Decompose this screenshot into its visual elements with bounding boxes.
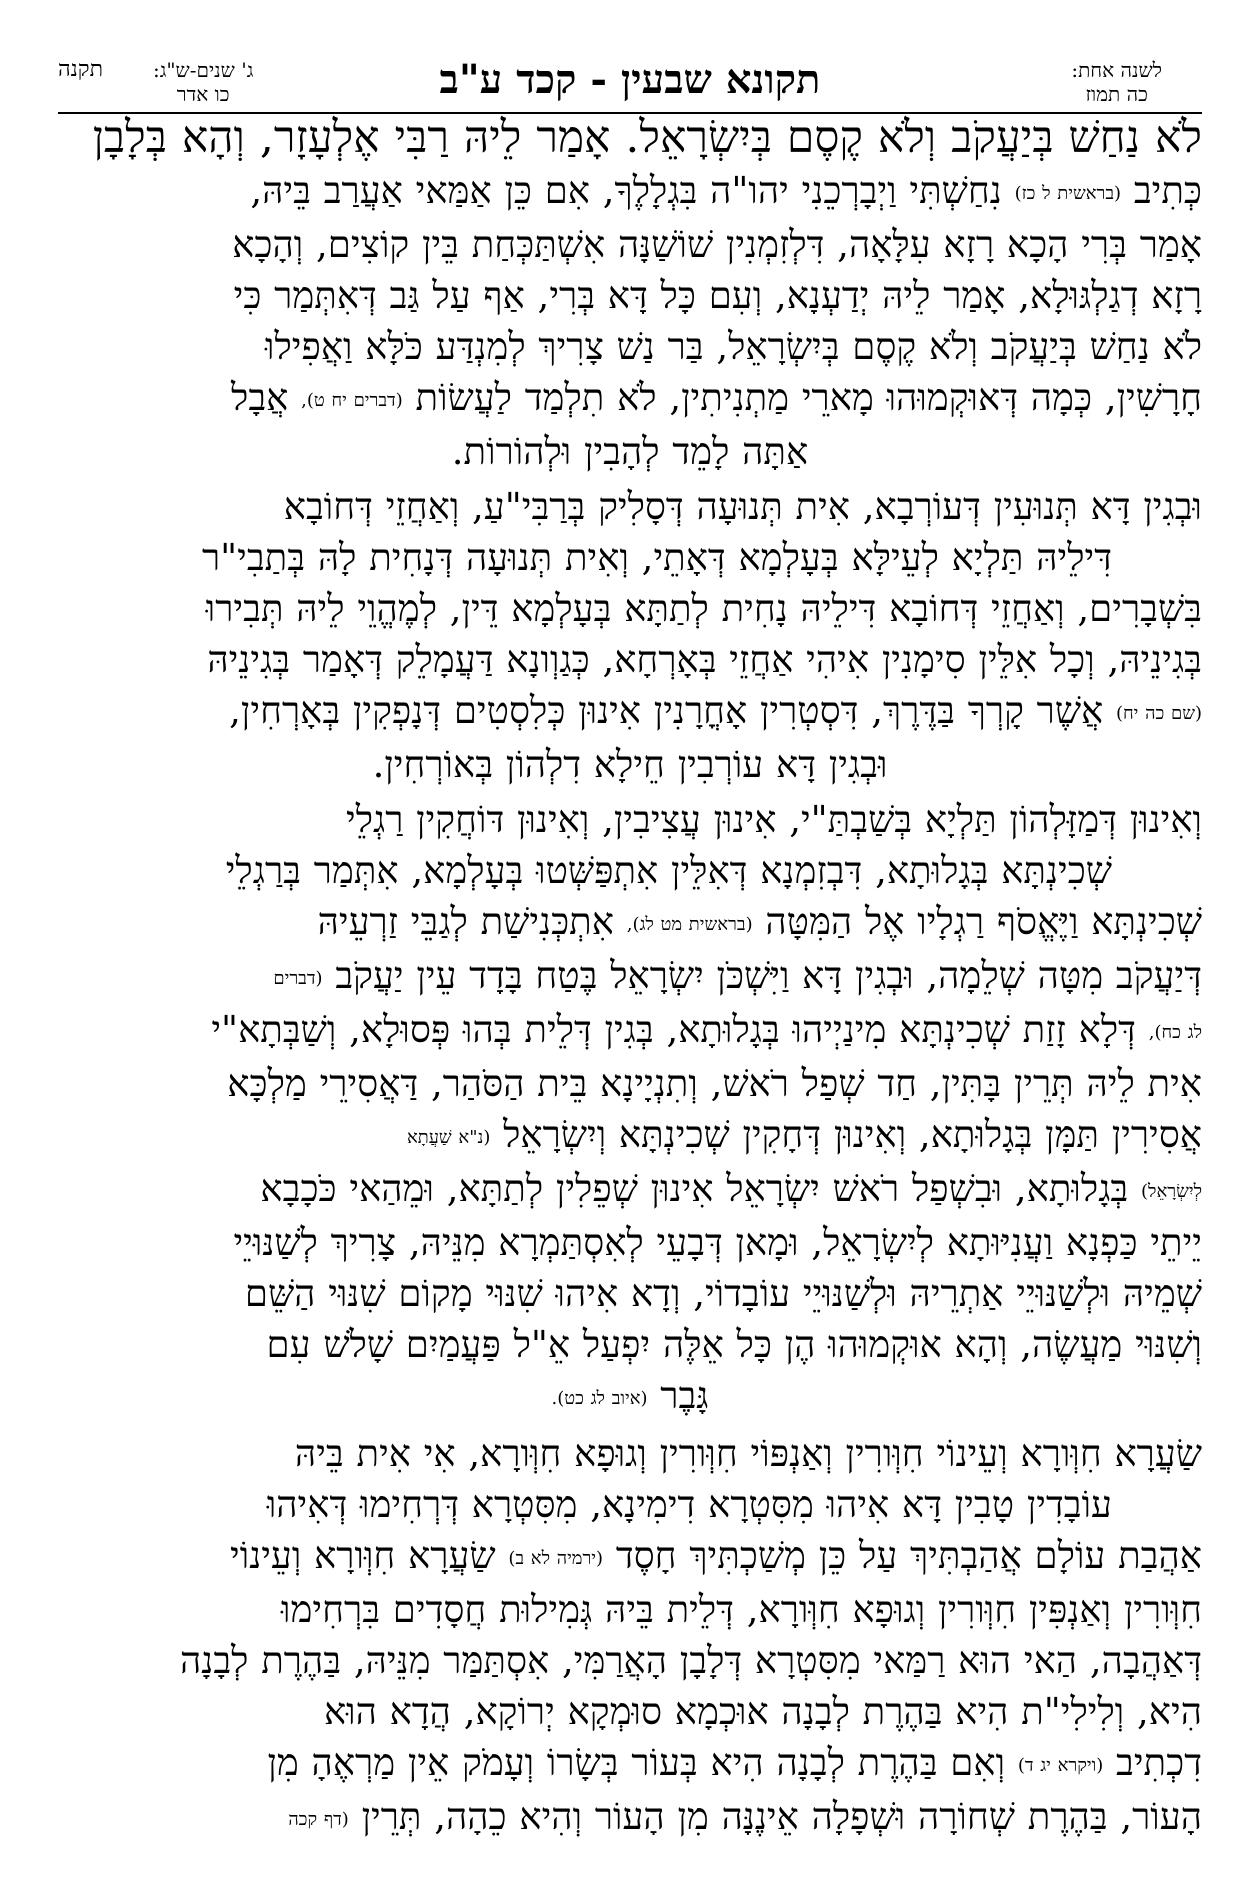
citation: (נ"א שַׁעֲתָא — [406, 1127, 491, 1148]
paragraph-2 — [58, 481, 1202, 790]
citation: (בראשית ל כז) — [1014, 183, 1122, 204]
citation: (ירמיה לא ב) — [508, 1548, 604, 1569]
citation: (דברים יח ט), — [301, 390, 403, 411]
text-line: לֹא נַחַשׁ בְּיַעֲקֹב וְלֹא קֶסֶם בְּיִשְׂרָאֵל, בַּר נַשׁ צָרִיךְ לְמִנְדַּע כֹּלָּא וַאֲפִילוּ — [264, 325, 1202, 368]
citation: (ויקרא יג ד) — [1017, 1755, 1104, 1776]
citation: לְיִשְׂרָאֵל) — [1141, 1181, 1202, 1202]
text-line: אָמַר בְּרִי הָכָא רָזָא עִלָּאָה, דִּלְזִמְנִין שׁוֹשַׁנָּה אִשְׁתַּכְּחַת בֵּין קוֹצִים, וְהָכָא — [232, 223, 1202, 266]
text-line: אֲסִירִין תַּמָּן בְּגָלוּתָא, וְאִינוּן דְּחָקִין שְׁכִינְתָּא וְיִשְׂרָאֵל (נ"א שַׁעֲתָא — [406, 1113, 1202, 1156]
page-title: תקונא שבעין - קכד ע"ב — [439, 56, 821, 103]
text-line: (שם כה יח) אֲשֶׁר קָרְךָ בַּדֶּרֶךְ, דִּסְטְרִין אָחֳרָנִין אִינוּן כְּלִסְטִים דְּנָפְקִין בְּאָרְחִין, — [229, 689, 1202, 732]
text-line: לג כח), דְּלָא זָזַת שְׁכִינְתָּא מִינַיְיהוּ בְּגָלוּתָא, בְּגִין דְּלֵית בְּהוּ פְּסוּלָא, וְשַׁבְּתָא"י — [211, 1008, 1202, 1051]
text-line: רָזָא דְגַלְגּוּלָא, אָמַר לֵיהּ יְדַעְנָא, וְעִם כָּל דָּא בְּרִי, אַף עַל גַּב דְּאִתְּמַר כִּי — [233, 274, 1202, 317]
text-line: הָעוֹר, בַּהֶרֶת שְׁחוֹרָה וּשְׁפָלָה אֵינֶנָּה מִן הָעוֹר וְהִיא כֵהָה, תְּרֵין (דף קכה — [288, 1795, 1202, 1838]
citation: (דף קכה — [288, 1809, 349, 1830]
text-line: שְׁמֵיהּ וּלְשַׁנּוּיֵי אַתְרֵיהּ וּלְשַׁנּוּיֵי עוֹבָדוֹי, וְדָא אִיהוּ שִׁנּוּי מָקוֹם שִׁנּוּי הַשֵּׁם — [244, 1272, 1202, 1315]
text-line: דְּיַעֲקֹב מִטָּה שְׁלֵמָה, וּבְגִין דָּא וַיִּשְׁכֹּן יִשְׂרָאֵל בֶּטַח בָּדָד עֵין יַעֲקֹב (דברים — [273, 954, 1202, 997]
text-line: אַהֲבַת עוֹלָם אֲהַבְתִּיךְ עַל כֵּן מְשַׁכְתִּיךְ חָסֶד (ירמיה לא ב) שַׂעֲרָא חִוְּורָא וְעֵינוֹי — [230, 1534, 1202, 1577]
text-line: לֹא נַחַשׁ בְּיַעֲקֹב וְלֹא קֶסֶם בְּיִשְׂרָאֵל. אָמַר לֵיהּ רַבִּי אֶלְעָזָר, וְהָא בְּלָבָן — [92, 112, 1202, 163]
page-body — [58, 112, 1202, 1845]
paragraph-3 — [58, 794, 1202, 1424]
text-line: דִּילֵיהּ תַּלְיָא לְעֵילָּא בְּעָלְמָא דְּאָתֵי, וְאִית תְּנוּעָה דְּנָחִית לָהּ בְּתַבִי"ר — [201, 536, 1112, 579]
paragraph-1 — [58, 112, 1202, 477]
text-line: וְאִינוּן דְּמַזָּלְהוֹן תַּלְיָא בְּשַׁבְתַּ"י, אִינוּן עֲצִיבִין, וְאִינוּן דּוֹחֲקִין רַגְלֵי — [346, 798, 1202, 841]
text-line: וּבְגִין דָּא תְּנוּעִין דְּעוֹרְבָא, אִית תְּנוּעָה דְּסָלִיק בְּרַבִּי"עַ, וְאַחֲזֵי דְּחוֹבָא — [283, 485, 1202, 528]
citation: (איוב לג כט). — [551, 1388, 648, 1409]
citation: (שם כה יח) — [1116, 703, 1202, 724]
header-right-line2: כה תמוז — [1085, 82, 1148, 106]
citation: (בראשית מט לג), — [626, 914, 753, 935]
text-line: וְשִׁנּוּי מַעֲשֶׂה, וְהָא אוּקְמוּהוּ הֶן כָּל אֵלֶּה יִפְעַל אֵ"ל פַּעֲמַיִם שָׁלֹשׁ עִם — [266, 1323, 1202, 1366]
header-left-line1: ג' שנים-ש"ג: — [153, 58, 254, 82]
text-line: בְּגִינֵיהּ, וְכָל אִלֵּין סִימָנִין אִיהִי אַחֲזֵי בְּאָרְחָא, כְּגַוְונָא דַּעֲמָלֵק דְּאָמַר בְּגִינֵיהּ — [207, 638, 1202, 681]
text-line: דְּאַהֲבָה, הַאי הוּא רַמַּאי מִסִּטְרָא דְּלָבָן הָאֲרַמִּי, אִסְתַּמַּר מִנֵּיהּ, בַּהֶרֶת לְבָנָה — [180, 1639, 1202, 1682]
citation: (דברים — [273, 968, 323, 989]
header-right-line1: לשנה אחת: — [1071, 58, 1162, 82]
header-left-line2: כו אדר — [176, 82, 230, 106]
text-line: חָרָשִׁין, כְּמָה דְּאוּקְמוּהוּ מָארֵי מַתְנִיתִין, לֹא תִלְמַד לַעֲשׂוֹת (דברים יח ט), אֲבָל — [231, 376, 1202, 419]
text-line: אַתָּה לָמֵד לְהָבִין וּלְהוֹרוֹת. — [451, 430, 809, 473]
page-header — [58, 54, 1202, 108]
text-line: יֵיתֵי כַּפְנָא וַעֲנִיּוּתָא לְיִשְׂרָאֵל, וּמָאן דְּבָעֵי לְאִסְתַּמְרָא מִנֵּיהּ, צָרִיךְ לְשַׁנּוּיֵי — [233, 1221, 1202, 1264]
text-line: גָּבֶר (איוב לג כט). — [551, 1374, 709, 1417]
citation: לג כח), — [1148, 1022, 1202, 1043]
text-line: כְּתִיב (בראשית ל כז) נִחַשְׁתִּי וַיְבָרְכֵנִי יהו"ה בִּגְלָלֶךָ, אִם כֵּן אַמַּאי אַעֲרַב בֵּיהּ, — [250, 169, 1202, 212]
text-line: שַׂעֲרָא חִוְּורָא וְעֵינוֹי חִוְּורִין וְאַנְפּוֹי חִוְּורִין וְגוּפָא חִוְּורָא, אִי אִית בֵּיהּ — [294, 1432, 1202, 1475]
text-line: דִכְתִיב (ויקרא יג ד) וְאִם בַּהֶרֶת לְבָנָה הִיא בְּעוֹר בְּשָׂרוֹ וְעָמֹק אֵין מַרְאֶהָ מִן — [267, 1741, 1202, 1784]
text-line: שְׁכִינְתָּא בְּגָלוּתָא, דִּבְזִמְנָא דְּאִלֵּין אִתְפַּשְּׁטוּ בְּעָלְמָא, אִתְּמַר בְּרַגְלֵי — [225, 849, 1112, 892]
text-line: בִּשְׁבָרִים, וְאַחֲזֵי דְּחוֹבָא דִּילֵיהּ נָחִית לְתַתָּא בְּעָלְמָא דֵּין, לְמֶהֱוֵי לֵיהּ תְּבִירוּ — [205, 587, 1202, 630]
header-left-word: תקנה — [58, 57, 103, 82]
paragraph-4 — [58, 1428, 1202, 1845]
text-line: הִיא, וְלִילִי"ת הִיא בַּהֶרֶת לְבָנָה אוּכְמָא סוּמְקָא יְרוֹקָא, הֲדָא הוּא — [323, 1690, 1202, 1733]
text-line: וּבְגִין דָּא עוֹרְבִין חֵילָא דִלְהוֹן בְּאוֹרְחִין. — [372, 743, 888, 786]
text-line: עוֹבָדִין טָבִין דָּא אִיהוּ מִסִּטְרָא דִימִינָא, מִסִּטְרָא דְּרְחִימוּ דְּאִיהוּ — [266, 1483, 1112, 1526]
text-line: אִית לֵיהּ תְּרֵין בָּתִּין, חַד שְׁפַל רֹאשׁ, וְתִנְיָינָא בֵּית הַסֹּהַר, דַּאֲסִירֵי מַלְכָּא — [227, 1062, 1202, 1105]
text-line: שְׁכִינְתָּא וַיֶּאֱסֹף רַגְלָיו אֶל הַמִּטָּה (בראשית מט לג), אִתְכְּנִישַׁת לְגַבֵּי זַרְעֵיהּ — [317, 900, 1202, 943]
text-line: לְיִשְׂרָאֵל) בְּגָלוּתָא, וּבִשְׁפַל רֹאשׁ יִשְׂרָאֵל אִינוּן שְׁפֵלִין לְתַתָּא, וּמֵהַאי כֹּכָבָא — [260, 1167, 1202, 1210]
text-line: חִוְּורִין וְאַנְפִּין חִוְּורִין וְגוּפָא חִוְּורָא, דְּלֵית בֵּיהּ גְּמִילוּת חֲסָדִים בִּרְחִימוּ — [281, 1588, 1202, 1631]
